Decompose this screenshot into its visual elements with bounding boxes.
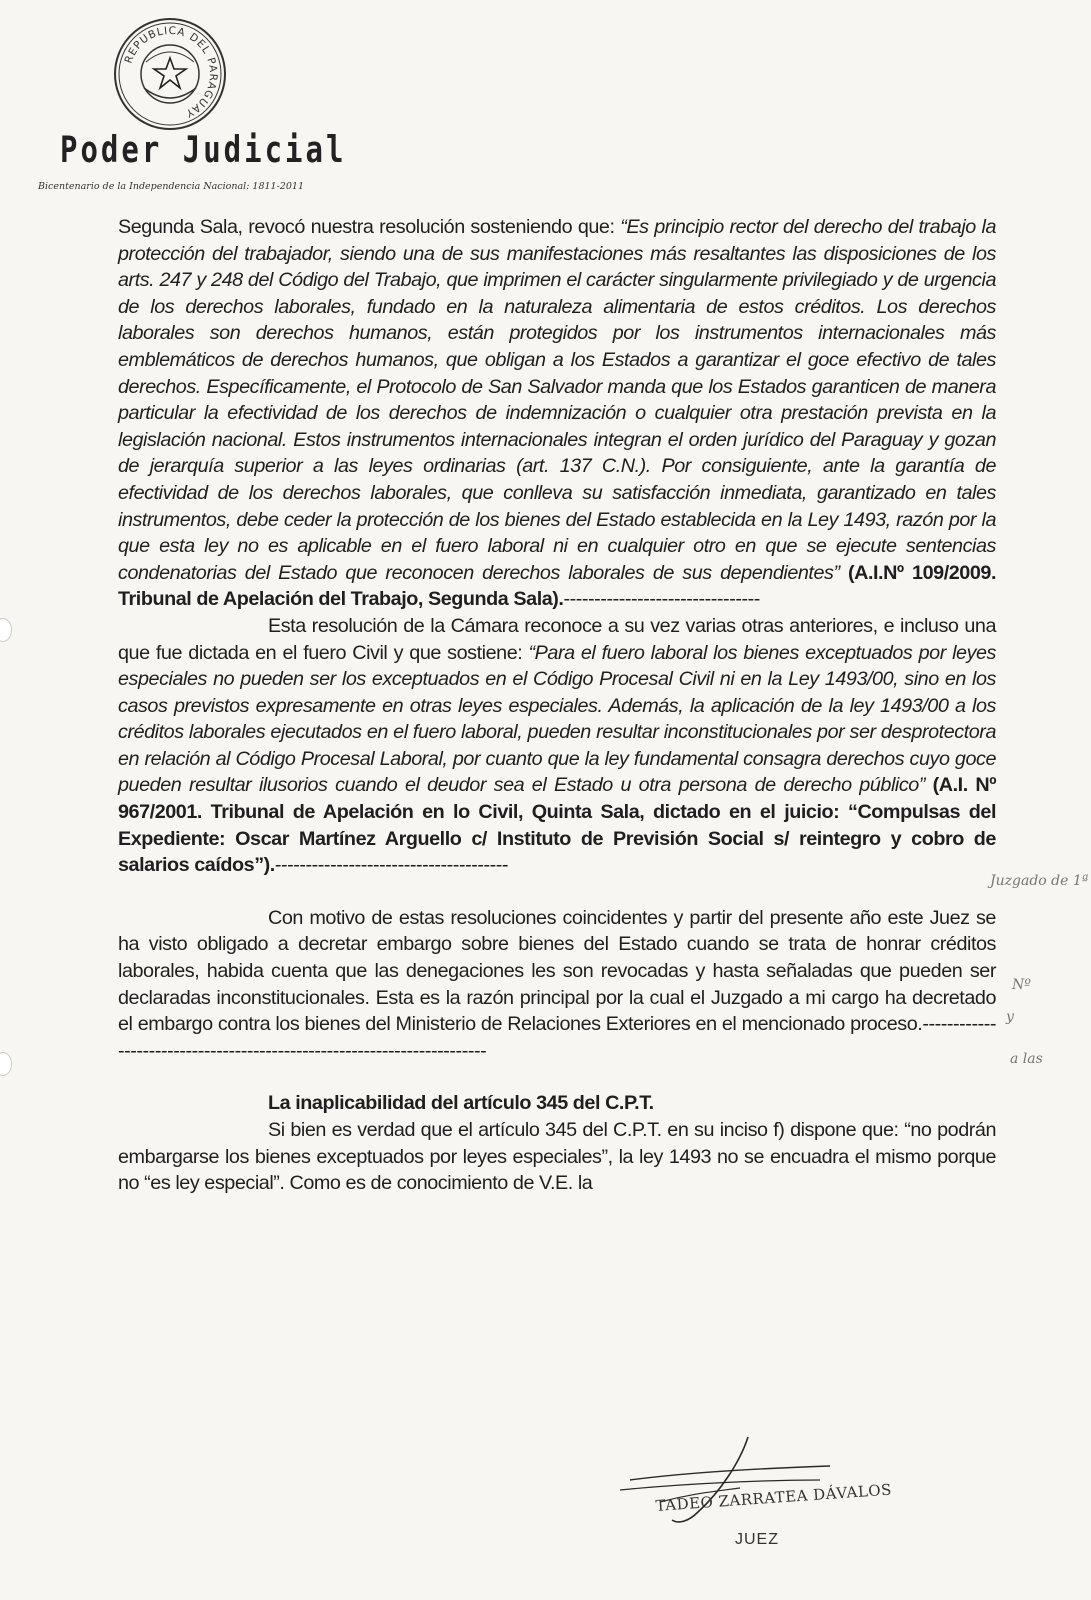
- signatory-title-stamp: JUEZ: [735, 1531, 779, 1548]
- dash-fill: --------------------------------------: [274, 854, 509, 877]
- document-body: [118, 214, 996, 1197]
- punch-hole: [0, 1052, 12, 1076]
- signatory-name-stamp: TADEO ZARRATEA DÁVALOS: [655, 1480, 893, 1515]
- tagline: Bicentenario de la Independencia Nacional: 1811-2011: [38, 181, 304, 192]
- paragraph: Si bien es verdad que el artículo 345 del C.P.T. en su inciso f) dispone que: “no podrán embargarse los bienes exceptuados por leyes especiales”, la ley 1493 no se encuadra el mismo porque no “es ley especial”. Como es de conocimiento de V.E. la: [118, 1119, 996, 1195]
- citation: (A.I. Nº 967/2001. Tribunal de Apelación en lo Civil, Quinta Sala, dictado en el juicio: “Compulsas del Expediente: Oscar Martínez Arguello c/ Instituto de Previsión Social s/ reintegro y cobro de salarios caídos”).: [118, 774, 996, 877]
- brand-title: Poder Judicial: [60, 128, 347, 171]
- margin-note: Juzgado de 1ª: [990, 873, 1089, 889]
- quote: “Es principio rector del derecho del trabajo la protección del trabajador, siendo una de sus manifestaciones más resaltantes las disposiciones de los arts. 247 y 248 del Código del Trabajo, que imprimen el carácter singularmente privilegiado y de urgencia de los derechos laborales, fundado en la naturaleza alimentaria de estos créditos. Los derechos laborales son derechos humanos, están protegidos por los instrumentos internacionales más emblemáticos de derechos humanos, que obligan a los Estados a garantizar el goce efectivo de tales derechos. Específicamente, el Protocolo de San Salvador manda que los Estados garanticen de manera particular la efectividad de los derechos de indemnización o cualquier otra prestación prevista en la legislación nacional. Estos instrumentos internacionales integran el orden jurídico del Paraguay y gozan de jerarquía superior a las leyes ordinarias (art. 137 C.N.). Por consiguiente, ante la garantía de efectividad de los derechos laborales, que conlleva su satisfacción inmediata, garantizado en tales instrumentos, debe ceder la protección de los bienes del Estado establecida en la Ley 1493, razón por la que esta ley no es aplicable en el fuero laboral ni en cualquier otro en que se ejecute sentencias condenatorias del Estado que reconocen derechos laborales de sus dependientes”: [118, 216, 997, 584]
- star-icon: [154, 58, 186, 88]
- quote: “Para el fuero laboral los bienes exceptuados por leyes especiales no pueden ser los exceptuados en el Código Procesal Civil ni en la Ley 1493/00, sino en los casos previstos expresamente en otras leyes especiales. Además, la aplicación de la ley 1493/00 a los créditos laborales ejecutados en el fuero laboral, pueden resultar inconstitucionales por ser desprotectora en relación al Código Procesal Laboral, por cuanto que la ley fundamental consagra derechos cuyo goce pueden resultar ilusorios cuando el deudor sea el Estado u otra persona de derecho público”: [118, 641, 996, 797]
- seal-text: REPUBLICA DEL PARAGUAY: [122, 24, 220, 120]
- svg-text:REPUBLICA DEL PARAGUAY: [123, 25, 220, 120]
- punch-hole: [0, 618, 12, 642]
- dash-fill: --------------------------------: [563, 588, 760, 611]
- margin-note: a las: [1010, 1051, 1043, 1067]
- section-heading: La inaplicabilidad del artículo 345 del C.P.T.: [268, 1092, 654, 1115]
- paragraph: Esta resolución de la Cámara reconoce a su vez varias otras anteriores, e incluso una que fue dictada en el fuero Civil y que sostiene: “Para el fuero laboral los bienes exceptuados por leyes especiales no pueden ser los exceptuados en el Código Procesal Civil ni en la Ley 1493/00, sino en los casos previstos expresamente en otras leyes especiales. Además, la aplicación de la ley 1493/00 a los créditos laborales ejecutados en el fuero laboral, pueden resultar inconstitucionales por ser desprotectora en relación al Código Procesal Laboral, por cuanto que la ley fundamental consagra derechos cuyo goce pueden resultar ilusorios cuando el deudor sea el Estado u otra persona de derecho público” (A.I. Nº 967/2001. Tribunal de Apelación en lo Civil, Quinta Sala, dictado en el juicio: “Compulsas del Expediente: Oscar Martínez Arguello c/ Instituto de Previsión Social s/ reintegro y cobro de salarios caídos”).--------------------------------------: [118, 614, 996, 877]
- paragraph: Segunda Sala, revocó nuestra resolución sosteniendo que: “Es principio rector del derecho del trabajo la protección del trabajador, siendo una de sus manifestaciones más resaltantes las disposiciones de los arts. 247 y 248 del Código del Trabajo, que imprimen el carácter singularmente privilegiado y de urgencia de los derechos laborales, fundado en la naturaleza alimentaria de estos créditos. Los derechos laborales son derechos humanos, están protegidos por los instrumentos internacionales más emblemáticos de derechos humanos, que obligan a los Estados a garantizar el goce efectivo de tales derechos. Específicamente, el Protocolo de San Salvador manda que los Estados garanticen de manera particular la efectividad de los derechos de indemnización o cualquier otra prestación prevista en la legislación nacional. Estos instrumentos internacionales integran el orden jurídico del Paraguay y gozan de jerarquía superior a las leyes ordinarias (art. 137 C.N.). Por consiguiente, ante la garantía de efectividad de los derechos laborales, que conlleva su satisfacción inmediata, garantizado en tales instrumentos, debe ceder la protección de los bienes del Estado establecida en la Ley 1493, razón por la que esta ley no es aplicable en el fuero laboral ni en cualquier otro en que se ejecute sentencias condenatorias del Estado que reconocen derechos laborales de sus dependientes” (A.I.Nº 109/2009. Tribunal de Apelación del Trabajo, Segunda Sala).--------------------------------: [118, 216, 997, 611]
- citation: (A.I.Nº 109/2009. Tribunal de Apelación del Trabajo, Segunda Sala).: [118, 561, 996, 611]
- dash-fill: ------------------------------------------------------------------------: [118, 1013, 996, 1062]
- national-seal: [112, 16, 228, 132]
- margin-note: y: [1006, 1009, 1014, 1025]
- paragraph: Con motivo de estas resoluciones coincidentes y partir del presente año este Juez se ha visto obligado a decretar embargo sobre bienes del Estado cuando se trata de honrar créditos laborales, habida cuenta que las denegaciones les son revocadas y hasta señaladas que pueden ser declaradas inconstitucionales. Esta es la razón principal por la cual el Juzgado a mi cargo ha decretado el embargo contra los bienes del Ministerio de Relaciones Exteriores en el mencionado proceso.------------------------------------------------------------------------: [118, 906, 996, 1062]
- margin-note: Nº: [1012, 977, 1031, 993]
